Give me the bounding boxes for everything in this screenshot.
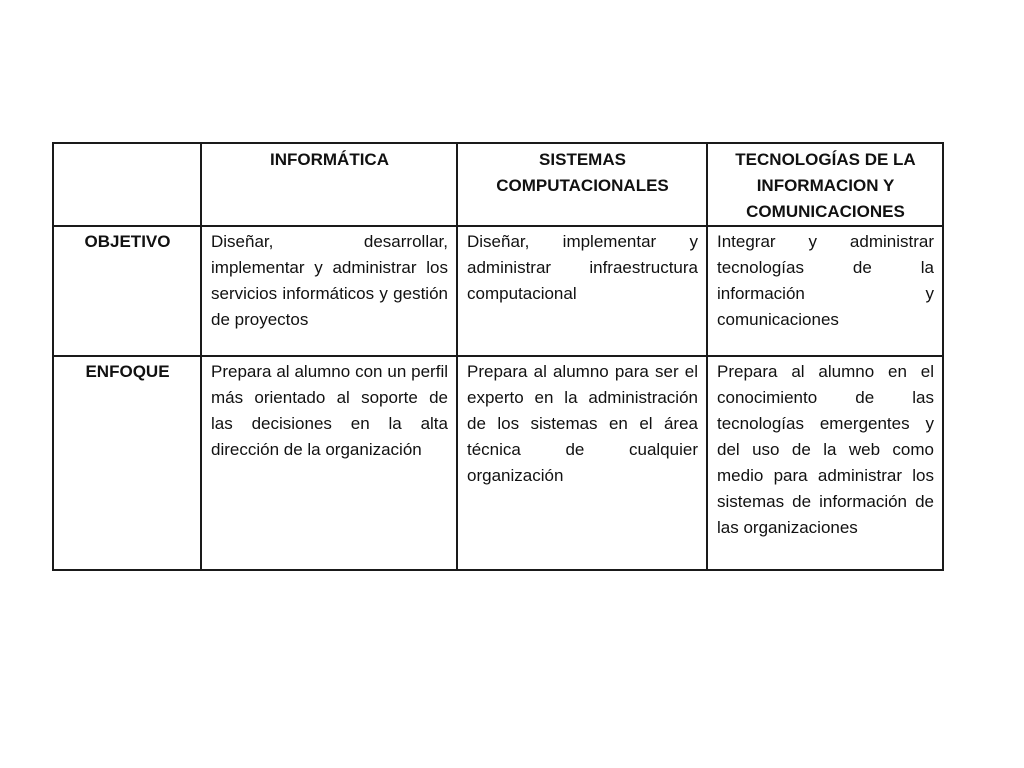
- comparison-table-container: [52, 142, 942, 571]
- cell-objetivo-tic: Integrar y administrar tecnologías de la información y comunicaciones: [707, 226, 943, 356]
- comparison-table: [52, 142, 944, 571]
- row-label-enfoque: ENFOQUE: [53, 356, 201, 570]
- row-label-objetivo: OBJETIVO: [53, 226, 201, 356]
- header-tic: TECNOLOGÍAS DE LA INFORMACION Y COMUNICACIONES: [707, 143, 943, 226]
- cell-enfoque-tic: Prepara al alumno en el conocimiento de las tecnologías emergentes y del uso de la web como medio para administrar los sistemas de información de las organizaciones: [707, 356, 943, 570]
- cell-objetivo-informatica: Diseñar, desarrollar, implementar y administrar los servicios informáticos y gestión de proyectos: [201, 226, 457, 356]
- table-row-objetivo: [53, 226, 943, 356]
- header-sistemas-computacionales: SISTEMAS COMPUTACIONALES: [457, 143, 707, 226]
- table-row-enfoque: [53, 356, 943, 570]
- cell-enfoque-sistemas: Prepara al alumno para ser el experto en la administración de los sistemas en el área técnica de cualquier organización: [457, 356, 707, 570]
- cell-objetivo-sistemas: Diseñar, implementar y administrar infraestructura computacional: [457, 226, 707, 356]
- header-empty-cell: [53, 143, 201, 226]
- cell-enfoque-informatica: Prepara al alumno con un perfil más orientado al soporte de las decisiones en la alta dirección de la organización: [201, 356, 457, 570]
- header-informatica: INFORMÁTICA: [201, 143, 457, 226]
- table-header-row: [53, 143, 943, 226]
